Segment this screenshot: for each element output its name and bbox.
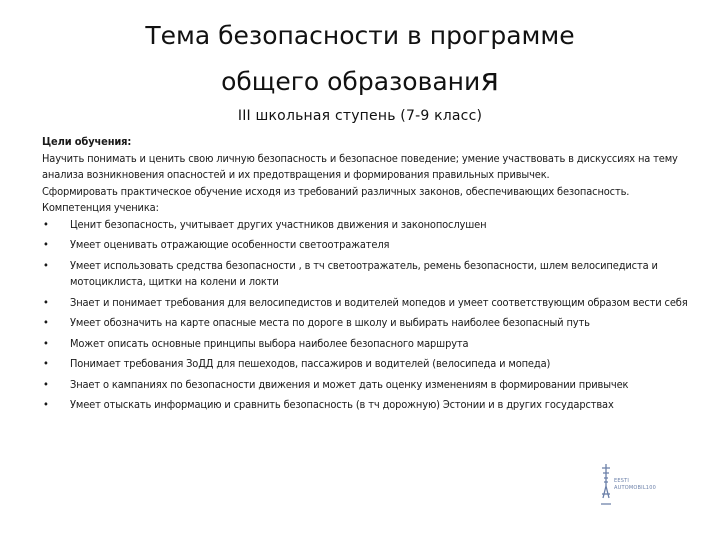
list-item <box>42 377 692 394</box>
list-item-text: Ценит безопасность, учитывает других участников движения и законопослушен <box>70 217 487 231</box>
bullet-icon: • <box>43 336 49 350</box>
goals-paragraph-1: Научить понимать и ценить свою личную безопасность и безопасное поведение; умение участвовать в дискуссиях на тему анализа возникновения опасностей и их предотвращения и формирования правильных привычек. <box>42 151 678 181</box>
list-item-text: Знает и понимает требования для велосипедистов и водителей мопедов и умеет соответствующим образом вести себя <box>70 295 688 309</box>
competence-list <box>42 217 692 414</box>
list-item <box>42 397 692 414</box>
list-item <box>42 336 692 353</box>
list-item-text: Умеет использовать средства безопасности , в тч светоотражатель, ремень безопасности, шлем велосипедиста и мотоциклиста, щитки на колени и локти <box>70 258 658 288</box>
list-item-text: Знает о кампаниях по безопасности движения и может дать оценку изменениям в формировании привычек <box>70 377 629 391</box>
slide-title <box>0 14 720 104</box>
goals-heading: Цели обучения: <box>42 135 132 148</box>
slide-body <box>42 134 692 418</box>
bullet-icon: • <box>43 258 49 272</box>
bullet-icon: • <box>43 357 49 370</box>
title-line-1: Тема безопасности в программе <box>145 21 575 50</box>
list-item <box>42 258 692 291</box>
list-item-text: Умеет обозначить на карте опасные места по дороге в школу и выбирать наиболее безопасный путь <box>70 316 590 329</box>
goals-paragraph-2: Сформировать практическое обучение исходя из требований различных законов, обеспечивающих безопасность. <box>42 184 630 198</box>
title-line-2 <box>0 58 720 104</box>
bullet-icon: • <box>43 377 49 391</box>
list-item <box>42 217 692 234</box>
logo-caption <box>614 478 656 492</box>
bullet-icon: • <box>43 217 49 231</box>
bullet-icon: • <box>43 238 49 251</box>
competence-heading: Компетенция ученика: <box>42 201 159 214</box>
slide-subtitle: III школьная ступень (7-9 класс) <box>237 108 483 124</box>
list-item-text: Умеет оценивать отражающие особенности светоотражателя <box>70 238 390 251</box>
list-item-text: Понимает требования ЗоДД для пешеходов, пассажиров и водителей (велосипеда и мопеда) <box>70 357 551 370</box>
list-item-text: Может описать основные принципы выбора наиболее безопасного маршрута <box>70 336 469 350</box>
bullet-icon: • <box>43 316 49 329</box>
list-item <box>42 315 692 332</box>
list-item <box>42 356 692 373</box>
list-item-text: Умеет отыскать информацию и сравнить безопасность (в тч дорожную) Эстонии и в других государствах <box>70 398 614 411</box>
logo-caption-line-1: EESTI <box>614 478 630 484</box>
list-item <box>42 295 692 312</box>
logo-caption-line-2: AUTOMOBIL100 <box>614 485 656 491</box>
list-item <box>42 237 692 254</box>
bullet-icon: • <box>43 295 49 309</box>
title-line-2-last-letter: я <box>480 62 499 98</box>
title-line-2-main: общего образовани <box>221 67 481 96</box>
bullet-icon: • <box>43 398 49 411</box>
